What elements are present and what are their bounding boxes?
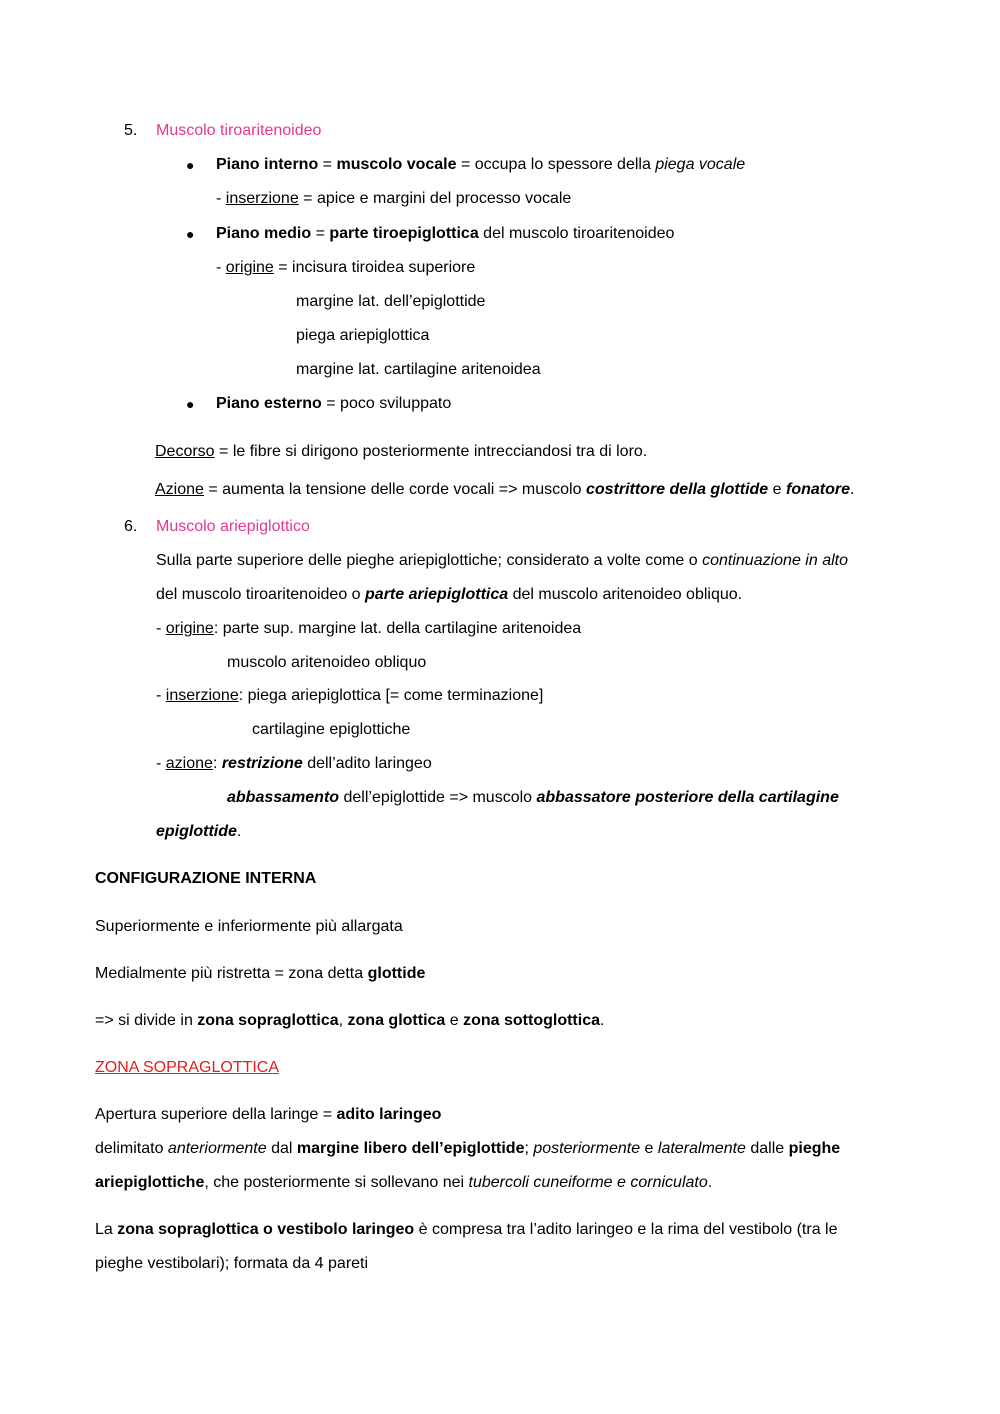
line-origine: - origine = incisura tiroidea superiore (216, 259, 476, 276)
zona-line-4: La zona sopraglottica o vestibolo laringeo è compresa tra l’adito laringeo e la rima del vestibolo (tra le (95, 1221, 838, 1238)
line-origine-4: margine lat. cartilagine aritenoidea (296, 361, 541, 378)
line-piano-medio: Piano medio = parte tiroepiglottica del muscolo tiroaritenoideo (216, 225, 675, 242)
zona-line-1: Apertura superiore della laringe = adito laringeo (95, 1106, 442, 1123)
paragraph-line-2: del muscolo tiroaritenoideo o parte ariepiglottica del muscolo aritenoideo obliquo. (156, 586, 743, 603)
line-azione-3: epiglottide. (156, 823, 242, 840)
config-line-1: Superiormente e inferiormente più allargata (95, 918, 403, 935)
line-decorso: Decorso = le fibre si dirigono posteriormente intrecciandosi tra di loro. (155, 443, 648, 460)
section-title-ariepiglottico: Muscolo ariepiglottico (156, 518, 310, 535)
paragraph-line-1: Sulla parte superiore delle pieghe ariepiglottiche; considerato a volte come o continuazione in alto (156, 552, 848, 569)
config-line-2: Medialmente più ristretta = zona detta glottide (95, 965, 426, 982)
line-inserzione-2: cartilagine epiglottiche (252, 721, 411, 738)
bullet-icon: ● (186, 226, 195, 242)
config-line-3: => si divide in zona sopraglottica, zona glottica e zona sottoglottica. (95, 1012, 605, 1029)
section-title-tiroaritenoideo: Muscolo tiroaritenoideo (156, 122, 322, 139)
line-origine: - origine: parte sup. margine lat. della cartilagine aritenoidea (156, 620, 582, 637)
heading-configurazione-interna: CONFIGURAZIONE INTERNA (95, 870, 317, 887)
zona-line-5: pieghe vestibolari); formata da 4 pareti (95, 1255, 369, 1272)
line-azione-2: abbassamento dell’epiglottide => muscolo abbassatore posteriore della cartilagine (227, 789, 839, 806)
heading-zona-sopraglottica: ZONA SOPRAGLOTTICA (95, 1059, 280, 1076)
line-inserzione: - inserzione = apice e margini del processo vocale (216, 190, 572, 207)
zona-line-2: delimitato anteriormente dal margine libero dell’epiglottide; posteriormente e lateralmente dalle pieghe (95, 1140, 841, 1157)
line-origine-3: piega ariepiglottica (296, 327, 430, 344)
bullet-icon: ● (186, 396, 195, 412)
line-piano-esterno: Piano esterno = poco sviluppato (216, 395, 452, 412)
line-origine-2: margine lat. dell’epiglottide (296, 293, 486, 310)
zona-line-3: ariepiglottiche, che posteriormente si sollevano nei tubercoli cuneiforme e corniculato. (95, 1174, 713, 1191)
list-number-6: 6. (124, 518, 138, 535)
line-azione: Azione = aumenta la tensione delle corde vocali => muscolo costrittore della glottide e fonatore. (155, 481, 855, 498)
line-origine-2: muscolo aritenoideo obliquo (227, 654, 427, 671)
line-azione: - azione: restrizione dell’adito laringeo (156, 755, 432, 772)
line-piano-interno: Piano interno = muscolo vocale = occupa lo spessore della piega vocale (216, 156, 746, 173)
list-number-5: 5. (124, 122, 138, 139)
line-inserzione: - inserzione: piega ariepiglottica [= come terminazione] (156, 687, 544, 704)
bullet-icon: ● (186, 157, 195, 173)
